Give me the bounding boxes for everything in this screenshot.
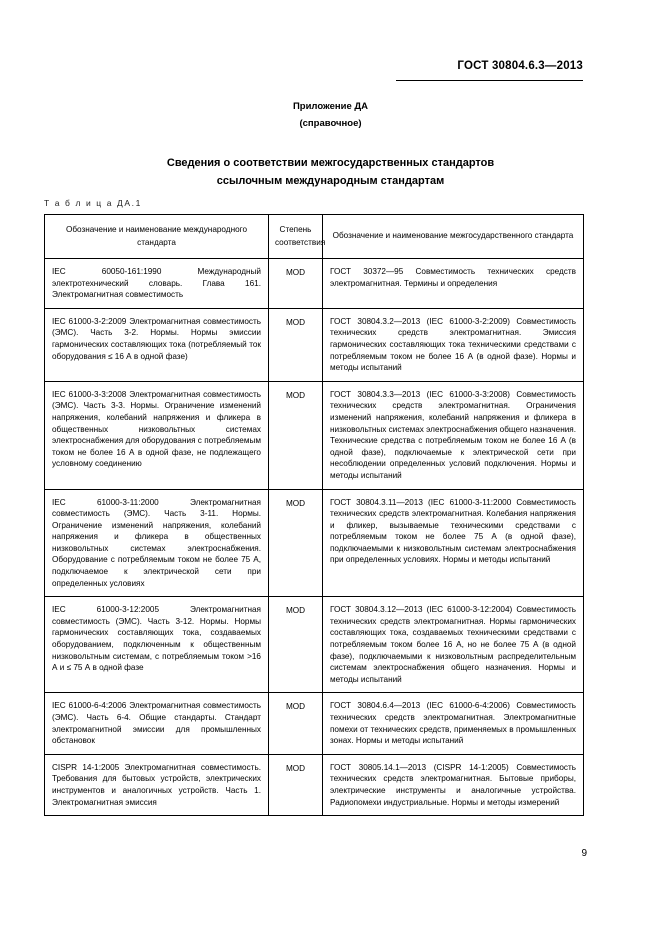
column-header-degree-of-correspondence: Степень соответствия [269,215,323,259]
cell-interstate-standard: ГОСТ 30804.3.2—2013 (IEC 61000-3-2:2009) Совместимость технических средств электромагнитная. Эмиссия гармонических составляющих тока техническими средствами с потребляемым током не более 16 А (в одной фазе). Нормы и методы испытаний [323,308,584,381]
running-head-standard-designation: ГОСТ 30804.6.3—2013 [457,60,583,72]
cell-degree-of-correspondence: MOD [269,693,323,754]
page-number: 9 [581,848,587,859]
annex-heading [0,98,661,132]
column-header-international-standard: Обозначение и наименование международного стандарта [45,215,269,259]
cell-international-standard: IEC 61000-3-11:2000 Электромагнитная совместимость (ЭМС). Часть 3-11. Нормы. Ограничение изменений напряжения, колебаний напряжения и фликера в общественных низковольтных системах электроснабжения. Оборудование с потребляемым током не более 75 А, подключаемое к электрической сети при определенных условиях [45,489,269,597]
table-body [45,259,584,816]
cell-international-standard: IEC 60050-161:1990 Международный электротехнический словарь. Глава 161. Электромагнитная совместимость [45,259,269,309]
cell-degree-of-correspondence: MOD [269,489,323,597]
annex-name: Приложение ДА [292,101,369,112]
table-row [45,693,584,754]
table-row [45,597,584,693]
cell-interstate-standard: ГОСТ 30805.14.1—2013 (CISPR 14-1:2005) Совместимость технических средств электромагнитная. Бытовые приборы, электрические инструменты и аналогичные устройства. Радиопомехи индустриальные. Нормы и методы измерений [323,754,584,815]
cell-international-standard: IEC 61000-3-3:2008 Электромагнитная совместимость (ЭМС). Часть 3-3. Нормы. Ограничение изменений напряжения, колебаний напряжения и фликера в общественных низковольтных системах электроснабжения для оборудования с потребляемым током не более 16 А в одной фазе, не подлежащего условному соединению [45,381,269,489]
cell-international-standard: IEC 61000-6-4:2006 Электромагнитная совместимость (ЭМС). Часть 6-4. Общие стандарты. Стандарт электромагнитной эмиссии для промышленных обстановок [45,693,269,754]
cell-interstate-standard: ГОСТ 30804.6.4—2013 (IEC 61000-6-4:2006) Совместимость технических средств электромагнитная. Электромагнитные помехи от технических средств, применяемых в промышленных зонах. Нормы и методы испытаний [323,693,584,754]
table-row [45,381,584,489]
page-title-line-2: ссылочным международным стандартам [216,175,445,187]
cell-degree-of-correspondence: MOD [269,754,323,815]
page-title-line-1: Сведения о соответствии межгосударственных стандартов [166,157,495,169]
cell-international-standard: IEC 61000-3-2:2009 Электромагнитная совместимость (ЭМС). Часть 3-2. Нормы. Нормы эмиссии гармонических составляющих тока (потребляемый ток оборудования ≤ 16 А в одной фазе) [45,308,269,381]
table-row [45,259,584,309]
running-head-rule [396,80,583,81]
table-row [45,489,584,597]
table-row [45,754,584,815]
cell-interstate-standard: ГОСТ 30372—95 Совместимость технических средств электромагнитная. Термины и определения [323,259,584,309]
cell-degree-of-correspondence: MOD [269,597,323,693]
column-header-interstate-standard: Обозначение и наименование межгосударственного стандарта [323,215,584,259]
cell-interstate-standard: ГОСТ 30804.3.12—2013 (IEC 61000-3-12:2004) Совместимость технических средств электромагнитная. Нормы гармонических составляющих тока, создаваемых техническими средствами с потребляемым током более 16 А, но не более 75 А (в одной фазе), подключаемыми к низковольтным распределительным системам электроснабжения общего назначения. Нормы и методы испытаний [323,597,584,693]
cell-international-standard: IEC 61000-3-12:2005 Электромагнитная совместимость (ЭМС). Часть 3-12. Нормы. Нормы гармонических составляющих тока, создаваемых оборудованием, подключенным к общественным низковольтным системам, с потребляемым током >16 А и ≤ 75 А в одной фазе [45,597,269,693]
cell-international-standard: CISPR 14-1:2005 Электромагнитная совместимость. Требования для бытовых устройств, электрических инструментов и аналогичных устройств. Часть 1. Электромагнитная эмиссия [45,754,269,815]
standards-correspondence-table [44,214,584,816]
cell-degree-of-correspondence: MOD [269,308,323,381]
cell-degree-of-correspondence: MOD [269,381,323,489]
cell-interstate-standard: ГОСТ 30804.3.3—2013 (IEC 61000-3-3:2008) Совместимость технических средств электромагнитная. Ограничения изменений напряжения, колебаний напряжения и фликера в низковольтных системах электроснабжения общего назначения. Технические средства с потребляемым током не более 16 А (в одной фазе), подключаемые к электрической сети при несоблюдении определенных условий подключения. Нормы и методы испытаний [323,381,584,489]
page-title [0,154,661,190]
cell-interstate-standard: ГОСТ 30804.3.11—2013 (IEC 61000-3-11:2000 Совместимость технических средств электромагнитная. Колебания напряжения и фликер, вызываемые техническими средствами с потребляемым током не более 75 А (в одной фазе), подключаемыми к низковольтным системам электроснабжения при определенных условиях. Нормы и методы испытаний [323,489,584,597]
table-row [45,308,584,381]
table-header-row [45,215,584,259]
cell-degree-of-correspondence: MOD [269,259,323,309]
annex-kind: (справочное) [299,118,362,129]
table-caption: Т а б л и ц а ДА.1 [44,198,142,208]
